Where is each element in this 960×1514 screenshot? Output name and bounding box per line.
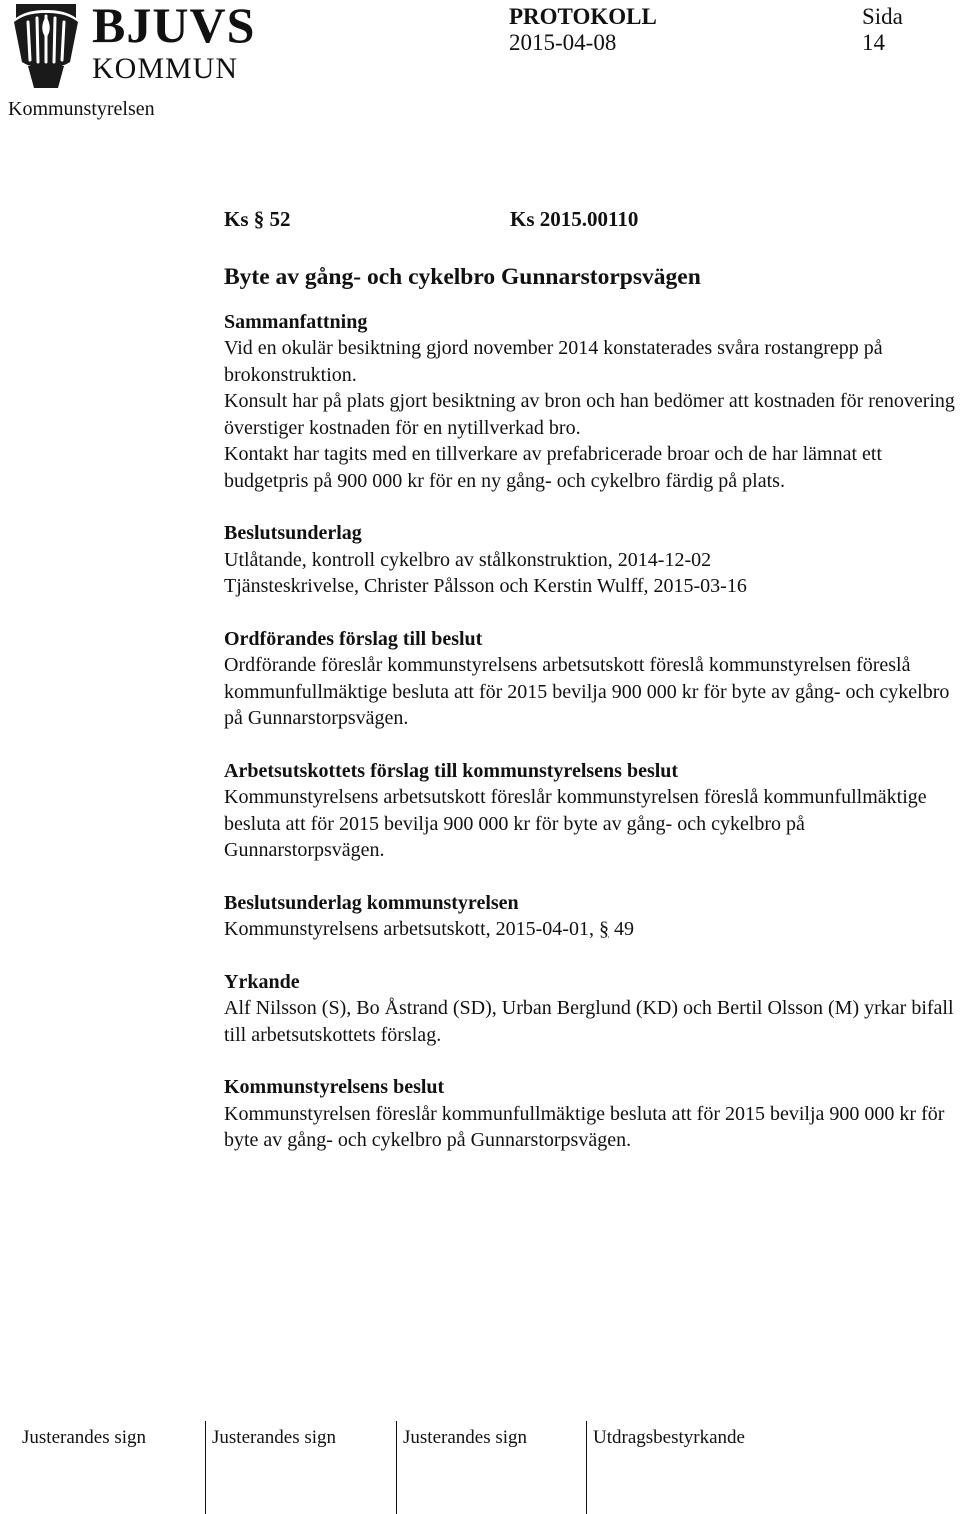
document-reference: Tjänsteskrivelse, Christer Pålsson och Kerstin Wulff, 2015-03-16: [224, 575, 747, 597]
document-date: 2015-04-08: [509, 30, 617, 55]
section-arbetsutskott: [224, 758, 960, 864]
signature-field-1: [0, 1421, 205, 1514]
extract-label: Utdragsbestyrkande: [593, 1427, 745, 1448]
diary-number: Ks 2015.00110: [510, 207, 639, 231]
municipality-logo: [8, 0, 258, 88]
ks-prefix: Ks: [224, 207, 249, 231]
paragraph: Konsult har på plats gjort besiktning av bron och han bedömer att kostnaden för renovering överstiger kostnaden för en nytillverkad bro.: [224, 390, 955, 439]
paragraph: Alf Nilsson (S), Bo Åstrand (SD), Urban Berglund (KD) och Bertil Olsson (M) yrkar bifall till arbetsutskottets förslag.: [224, 997, 954, 1046]
logo-wordmark-bottom: KOMMUN: [92, 52, 239, 85]
section-beslutsunderlag: [224, 520, 960, 600]
section-sammanfattning: [224, 309, 960, 495]
section-beslutsunderlag-ks: [224, 890, 960, 943]
paragraph: Ordförande föreslår kommunstyrelsens arbetsutskott föreslå kommunstyrelsen föreslå kommunfullmäktige besluta att för 2015 bevilja 900 000 kr för byte av gång- och cykelbro på Gunnarstorpsvägen.: [224, 654, 950, 729]
signature-field-2: [205, 1421, 396, 1514]
ks-number: 52: [269, 207, 291, 231]
document-reference: Utlåtande, kontroll cykelbro av stålkonstruktion, 2014-12-02: [224, 548, 712, 571]
ks-paragraph-number: [224, 206, 510, 233]
page-number: 14: [862, 30, 885, 55]
paragraph: Vid en okulär besiktning gjord november 2014 konstaterades svåra rostangrepp på brokonstruktion.: [224, 337, 883, 386]
document-reference: [224, 916, 960, 943]
section-heading: Beslutsunderlag kommunstyrelsen: [224, 891, 519, 914]
paragraph: Kontakt har tagits med en tillverkare av prefabricerade broar och de har lämnat ett budgetpris på 900 000 kr för en ny gång- och cykelbro färdig på plats.: [224, 443, 883, 492]
section-yrkande: [224, 969, 960, 1049]
signature-label: Justerandes sign: [212, 1427, 337, 1448]
extract-certification-field: [586, 1421, 887, 1514]
section-beslut: [224, 1074, 960, 1154]
section-sign-link[interactable]: §: [598, 918, 609, 940]
section-heading: Yrkande: [224, 970, 300, 993]
section-ordforande: [224, 626, 960, 732]
torch-emblem-icon: [8, 4, 84, 88]
case-references: [224, 206, 960, 233]
section-heading: Beslutsunderlag: [224, 522, 362, 544]
signature-label: Justerandes sign: [22, 1427, 147, 1448]
paragraph: Kommunstyrelsen föreslår kommunfullmäktige besluta att för 2015 bevilja 900 000 kr för byte av gång- och cykelbro på Gunnarstorpsvägen.: [224, 1102, 945, 1151]
reference-text: Kommunstyrelsens arbetsutskott, 2015-04-01,: [224, 918, 599, 940]
case-title: Byte av gång- och cykelbro Gunnarstorpsvägen: [224, 263, 701, 290]
section-heading: Kommunstyrelsens beslut: [224, 1076, 445, 1098]
section-heading: Arbetsutskottets förslag till kommunstyrelsens beslut: [224, 759, 679, 782]
logo-wordmark-top: BJUVS: [92, 0, 256, 53]
section-heading: Ordförandes förslag till beslut: [224, 627, 483, 650]
signature-label: Justerandes sign: [403, 1427, 528, 1448]
signature-footer: [0, 1421, 960, 1514]
reference-number: 49: [608, 918, 634, 940]
signature-field-3: [396, 1421, 587, 1514]
page-label: Sida: [862, 4, 903, 29]
organ-name: Kommunstyrelsen: [8, 98, 155, 120]
section-heading: Sammanfattning: [224, 310, 368, 333]
document-type: PROTOKOLL: [509, 4, 657, 29]
paragraph: Kommunstyrelsens arbetsutskott föreslår kommunstyrelsen föreslå kommunfullmäktige besluta att för 2015 bevilja 900 000 kr för byte av gång- och cykelbro på Gunnarstorpsvägen.: [224, 786, 927, 861]
protocol-body: [224, 206, 960, 1154]
section-sign: §: [253, 207, 265, 231]
